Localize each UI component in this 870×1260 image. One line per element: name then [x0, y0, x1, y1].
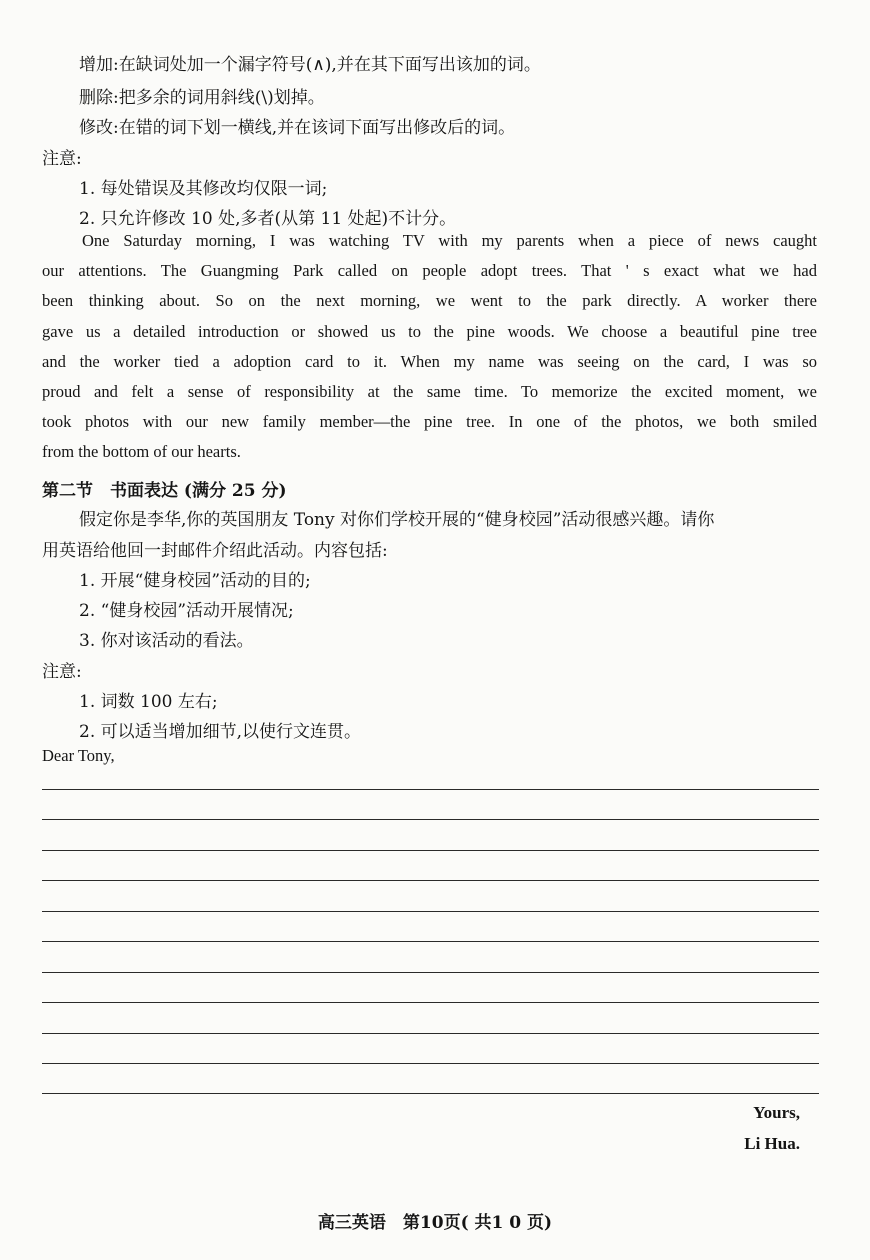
prompt-item: 1. 开展“健身校园”活动的目的; — [79, 571, 311, 591]
writing-line[interactable] — [42, 850, 819, 851]
passage-line: One Saturday morning, I was watching TV with my parents when a piece of news caught — [82, 231, 817, 250]
writing-line[interactable] — [42, 789, 819, 790]
instruction-modify: 修改:在错的词下划一横线,并在该词下面写出修改后的词。 — [79, 118, 516, 138]
instruction-delete: 删除:把多余的词用斜线(\)划掉。 — [79, 88, 325, 108]
letter-closing: Yours, — [753, 1103, 800, 1122]
note-item: 1. 词数 100 左右; — [79, 692, 218, 712]
prompt-item: 3. 你对该活动的看法。 — [79, 631, 254, 651]
note-label: 注意: — [42, 149, 82, 169]
prompt-line: 用英语给他回一封邮件介绍此活动。内容包括: — [42, 541, 388, 561]
note-item: 1. 每处错误及其修改均仅限一词; — [79, 179, 328, 199]
writing-line[interactable] — [42, 1002, 819, 1003]
passage-line: and the worker tied a adoption card to it. When my name was seeing on the card, I was so — [42, 351, 817, 371]
prompt-line: 假定你是李华,你的英国朋友 Tony 对你们学校开展的“健身校园”活动很感兴趣。请你 — [79, 510, 715, 530]
letter-greeting: Dear Tony, — [42, 746, 115, 765]
page-footer: 高三英语 第10页( 共1 0 页) — [317, 1213, 553, 1233]
writing-line[interactable] — [42, 819, 819, 820]
section-heading: 第二节 书面表达 (满分 25 分) — [42, 481, 287, 501]
writing-line[interactable] — [42, 911, 819, 912]
note-label: 注意: — [42, 662, 82, 682]
writing-line[interactable] — [42, 1033, 819, 1034]
note-item: 2. 只允许修改 10 处,多者(从第 11 处起)不计分。 — [79, 209, 457, 229]
letter-signature: Li Hua. — [744, 1134, 800, 1153]
passage-line: proud and felt a sense of responsibility at the same time. To memorize the excited moment, we — [42, 381, 817, 401]
passage-line: gave us a detailed introduction or showed us to the pine woods. We choose a beautiful pine tree — [42, 321, 817, 341]
prompt-item: 2. “健身校园”活动开展情况; — [79, 601, 294, 621]
writing-line[interactable] — [42, 1063, 819, 1064]
passage-line: been thinking about. So on the next morning, we went to the park directly. A worker there — [42, 291, 817, 311]
writing-line[interactable] — [42, 1093, 819, 1094]
passage-line: from the bottom of our hearts. — [42, 442, 241, 462]
writing-line[interactable] — [42, 880, 819, 881]
passage-line: our attentions. The Guangming Park called on people adopt trees. That ' s exact what we had — [42, 261, 817, 281]
note-item: 2. 可以适当增加细节,以使行文连贯。 — [79, 722, 362, 742]
writing-line[interactable] — [42, 972, 819, 973]
instruction-add: 增加:在缺词处加一个漏字符号(∧),并在其下面写出该加的词。 — [79, 55, 541, 75]
passage-line: took photos with our new family member—the pine tree. In one of the photos, we both smiled — [42, 412, 817, 432]
error-correction-passage — [42, 226, 817, 468]
writing-line[interactable] — [42, 941, 819, 942]
